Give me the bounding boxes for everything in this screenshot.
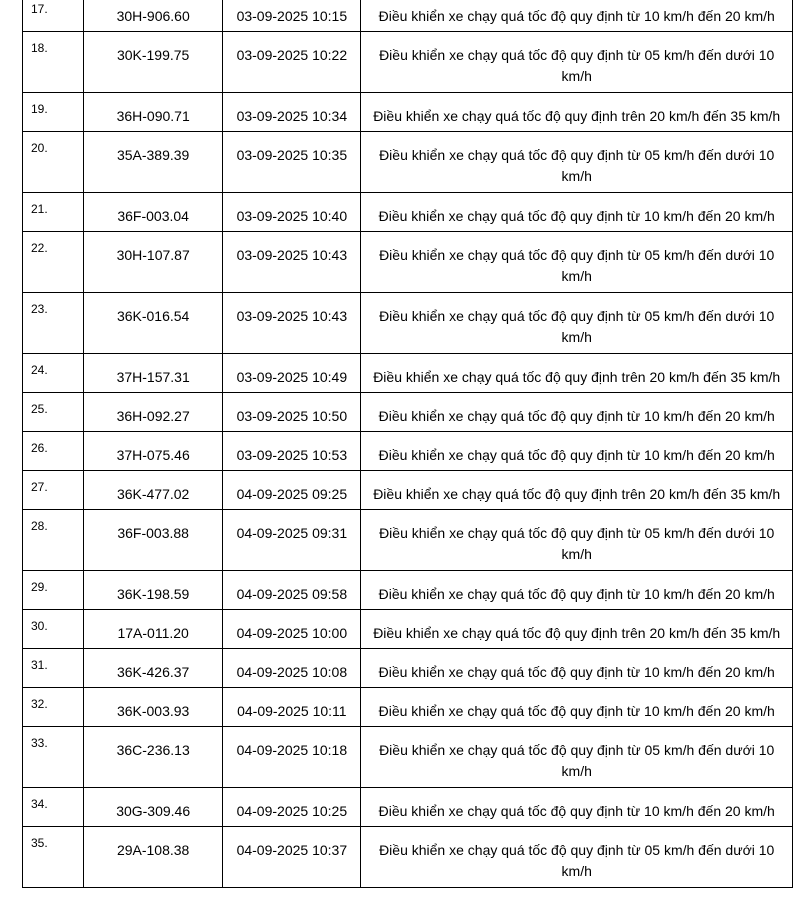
license-plate: 30H-906.60 (84, 0, 223, 32)
row-number: 25. (23, 393, 84, 432)
license-plate: 30G-309.46 (84, 788, 223, 827)
violation-time: 04-09-2025 10:18 (223, 727, 361, 788)
table-row (23, 727, 793, 788)
violation-time: 03-09-2025 10:34 (223, 93, 361, 132)
violation-description: Điều khiển xe chạy quá tốc độ quy định trên 20 km/h đến 35 km/h (361, 93, 793, 132)
row-number: 32. (23, 688, 84, 727)
violation-description: Điều khiển xe chạy quá tốc độ quy định từ 05 km/h đến dưới 10 km/h (361, 293, 793, 354)
violation-time: 03-09-2025 10:40 (223, 193, 361, 232)
table-row (23, 93, 793, 132)
violation-description: Điều khiển xe chạy quá tốc độ quy định từ 10 km/h đến 20 km/h (361, 193, 793, 232)
license-plate: 37H-157.31 (84, 354, 223, 393)
license-plate: 36K-198.59 (84, 571, 223, 610)
table-row (23, 393, 793, 432)
row-number: 17. (23, 0, 84, 32)
violation-description: Điều khiển xe chạy quá tốc độ quy định trên 20 km/h đến 35 km/h (361, 354, 793, 393)
violation-description: Điều khiển xe chạy quá tốc độ quy định từ 05 km/h đến dưới 10 km/h (361, 32, 793, 93)
violation-time: 03-09-2025 10:15 (223, 0, 361, 32)
violation-description: Điều khiển xe chạy quá tốc độ quy định từ 10 km/h đến 20 km/h (361, 571, 793, 610)
violation-time: 04-09-2025 10:37 (223, 827, 361, 888)
table-row (23, 571, 793, 610)
license-plate: 36K-426.37 (84, 649, 223, 688)
table-row (23, 471, 793, 510)
row-number: 35. (23, 827, 84, 888)
table-row (23, 827, 793, 888)
license-plate: 36F-003.04 (84, 193, 223, 232)
license-plate: 30H-107.87 (84, 232, 223, 293)
row-number: 30. (23, 610, 84, 649)
license-plate: 36K-016.54 (84, 293, 223, 354)
table-row (23, 788, 793, 827)
violation-description: Điều khiển xe chạy quá tốc độ quy định từ 05 km/h đến dưới 10 km/h (361, 232, 793, 293)
table-row (23, 0, 793, 32)
row-number: 23. (23, 293, 84, 354)
violation-description: Điều khiển xe chạy quá tốc độ quy định từ 05 km/h đến dưới 10 km/h (361, 727, 793, 788)
violation-time: 03-09-2025 10:43 (223, 293, 361, 354)
violation-time: 04-09-2025 10:25 (223, 788, 361, 827)
row-number: 22. (23, 232, 84, 293)
license-plate: 36K-477.02 (84, 471, 223, 510)
row-number: 28. (23, 510, 84, 571)
row-number: 26. (23, 432, 84, 471)
table-row (23, 293, 793, 354)
table-row (23, 32, 793, 93)
row-number: 19. (23, 93, 84, 132)
table-row (23, 354, 793, 393)
row-number: 18. (23, 32, 84, 93)
license-plate: 17A-011.20 (84, 610, 223, 649)
row-number: 31. (23, 649, 84, 688)
violation-time: 04-09-2025 09:58 (223, 571, 361, 610)
row-number: 24. (23, 354, 84, 393)
violation-description: Điều khiển xe chạy quá tốc độ quy định từ 10 km/h đến 20 km/h (361, 0, 793, 32)
violation-time: 03-09-2025 10:43 (223, 232, 361, 293)
violation-time: 04-09-2025 10:08 (223, 649, 361, 688)
violations-table (22, 0, 793, 888)
violation-description: Điều khiển xe chạy quá tốc độ quy định từ 05 km/h đến dưới 10 km/h (361, 827, 793, 888)
violation-description: Điều khiển xe chạy quá tốc độ quy định từ 10 km/h đến 20 km/h (361, 688, 793, 727)
table-row (23, 688, 793, 727)
row-number: 20. (23, 132, 84, 193)
license-plate: 36C-236.13 (84, 727, 223, 788)
row-number: 34. (23, 788, 84, 827)
violation-description: Điều khiển xe chạy quá tốc độ quy định trên 20 km/h đến 35 km/h (361, 610, 793, 649)
license-plate: 36K-003.93 (84, 688, 223, 727)
violation-time: 04-09-2025 09:31 (223, 510, 361, 571)
violation-time: 03-09-2025 10:49 (223, 354, 361, 393)
row-number: 29. (23, 571, 84, 610)
table-row (23, 649, 793, 688)
table-row (23, 232, 793, 293)
license-plate: 30K-199.75 (84, 32, 223, 93)
violation-description: Điều khiển xe chạy quá tốc độ quy định trên 20 km/h đến 35 km/h (361, 471, 793, 510)
violation-description: Điều khiển xe chạy quá tốc độ quy định từ 05 km/h đến dưới 10 km/h (361, 132, 793, 193)
table-row (23, 132, 793, 193)
violation-description: Điều khiển xe chạy quá tốc độ quy định từ 10 km/h đến 20 km/h (361, 649, 793, 688)
violation-time: 04-09-2025 10:11 (223, 688, 361, 727)
row-number: 33. (23, 727, 84, 788)
violation-time: 03-09-2025 10:50 (223, 393, 361, 432)
row-number: 27. (23, 471, 84, 510)
violation-time: 03-09-2025 10:53 (223, 432, 361, 471)
table-row (23, 193, 793, 232)
row-number: 21. (23, 193, 84, 232)
license-plate: 35A-389.39 (84, 132, 223, 193)
violation-description: Điều khiển xe chạy quá tốc độ quy định từ 10 km/h đến 20 km/h (361, 788, 793, 827)
table-row (23, 432, 793, 471)
table-row (23, 610, 793, 649)
table-row (23, 510, 793, 571)
violation-description: Điều khiển xe chạy quá tốc độ quy định từ 10 km/h đến 20 km/h (361, 432, 793, 471)
license-plate: 37H-075.46 (84, 432, 223, 471)
violation-time: 03-09-2025 10:35 (223, 132, 361, 193)
violation-description: Điều khiển xe chạy quá tốc độ quy định từ 05 km/h đến dưới 10 km/h (361, 510, 793, 571)
license-plate: 36H-092.27 (84, 393, 223, 432)
license-plate: 29A-108.38 (84, 827, 223, 888)
violation-time: 04-09-2025 10:00 (223, 610, 361, 649)
violation-time: 03-09-2025 10:22 (223, 32, 361, 93)
violation-description: Điều khiển xe chạy quá tốc độ quy định từ 10 km/h đến 20 km/h (361, 393, 793, 432)
license-plate: 36F-003.88 (84, 510, 223, 571)
license-plate: 36H-090.71 (84, 93, 223, 132)
violation-time: 04-09-2025 09:25 (223, 471, 361, 510)
